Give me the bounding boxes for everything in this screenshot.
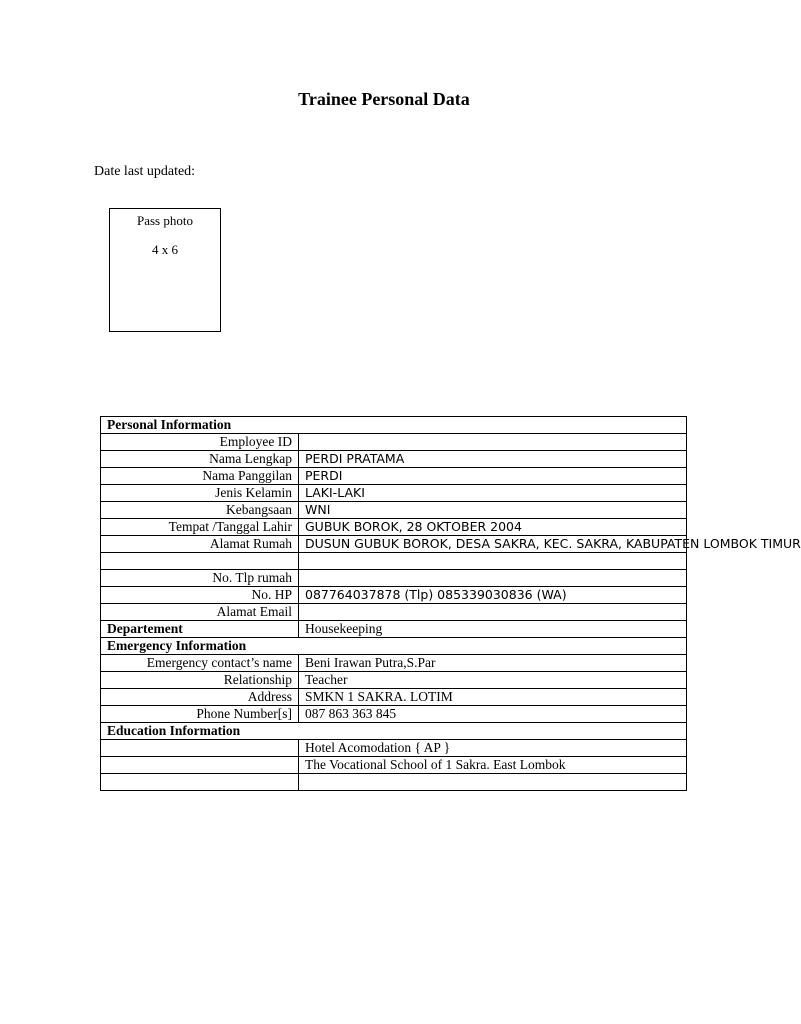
relationship-label: Relationship — [101, 672, 299, 689]
nationality-value: WNI — [299, 502, 687, 519]
table-row — [101, 689, 687, 706]
relationship-value: Teacher — [299, 672, 687, 689]
emergency-address-label: Address — [101, 689, 299, 706]
home-address-label: Alamat Rumah — [101, 536, 299, 553]
emergency-info-heading: Emergency Information — [101, 638, 687, 655]
education-info-header-row — [101, 723, 687, 740]
birth-place-date-value: GUBUK BOROK, 28 OKTOBER 2004 — [299, 519, 687, 536]
table-row — [101, 740, 687, 757]
gender-value: LAKI-LAKI — [299, 485, 687, 502]
nationality-label: Kebangsaan — [101, 502, 299, 519]
personal-info-header-row — [101, 417, 687, 434]
table-row — [101, 536, 687, 553]
email-label: Alamat Email — [101, 604, 299, 621]
pass-photo-label: Pass photo — [137, 213, 193, 228]
pass-photo-box — [109, 208, 221, 332]
table-row — [101, 434, 687, 451]
home-phone-value — [299, 570, 687, 587]
pass-photo-size: 4 x 6 — [152, 242, 178, 257]
nickname-value: PERDI — [299, 468, 687, 485]
address-extra-label — [101, 553, 299, 570]
education-label — [101, 740, 299, 757]
table-row — [101, 519, 687, 536]
email-value — [299, 604, 687, 621]
emergency-contact-name-value: Beni Irawan Putra,S.Par — [299, 655, 687, 672]
education-info-heading: Education Information — [101, 723, 687, 740]
home-phone-label: No. Tlp rumah — [101, 570, 299, 587]
department-heading: Departement — [101, 621, 299, 638]
department-row — [101, 621, 687, 638]
birth-place-date-label: Tempat /Tanggal Lahir — [101, 519, 299, 536]
department-value: Housekeeping — [299, 621, 687, 638]
education-label — [101, 757, 299, 774]
date-last-updated-label: Date last updated: — [94, 164, 196, 179]
full-name-value: PERDI PRATAMA — [299, 451, 687, 468]
table-row — [101, 706, 687, 723]
mobile-phone-value: 087764037878 (Tlp) 085339030836 (WA) — [299, 587, 687, 604]
personal-info-heading: Personal Information — [101, 417, 687, 434]
emergency-contact-name-label: Emergency contact’s name — [101, 655, 299, 672]
table-row — [101, 485, 687, 502]
education-label — [101, 774, 299, 791]
education-value: Hotel Acomodation { AP } — [299, 740, 687, 757]
table-row — [101, 502, 687, 519]
table-row — [101, 451, 687, 468]
table-row — [101, 672, 687, 689]
employee-id-value — [299, 434, 687, 451]
address-extra-value — [299, 553, 687, 570]
mobile-phone-label: No. HP — [101, 587, 299, 604]
gender-label: Jenis Kelamin — [101, 485, 299, 502]
table-row — [101, 553, 687, 570]
table-row — [101, 587, 687, 604]
education-value: The Vocational School of 1 Sakra. East Lombok — [299, 757, 687, 774]
employee-id-label: Employee ID — [101, 434, 299, 451]
personal-data-table — [100, 416, 801, 791]
table-row — [101, 468, 687, 485]
emergency-phone-label: Phone Number[s] — [101, 706, 299, 723]
emergency-address-value: SMKN 1 SAKRA. LOTIM — [299, 689, 687, 706]
emergency-info-header-row — [101, 638, 687, 655]
nickname-label: Nama Panggilan — [101, 468, 299, 485]
table-row — [101, 774, 687, 791]
table-row — [101, 757, 687, 774]
table-row — [101, 655, 687, 672]
document-title: Trainee Personal Data — [298, 89, 470, 109]
table-row — [101, 570, 687, 587]
full-name-label: Nama Lengkap — [101, 451, 299, 468]
education-value — [299, 774, 687, 791]
home-address-value: DUSUN GUBUK BOROK, DESA SAKRA, KEC. SAKRA, KABUPATEN LOMBOK TIMUR — [299, 536, 687, 553]
table-row — [101, 604, 687, 621]
emergency-phone-value: 087 863 363 845 — [299, 706, 687, 723]
